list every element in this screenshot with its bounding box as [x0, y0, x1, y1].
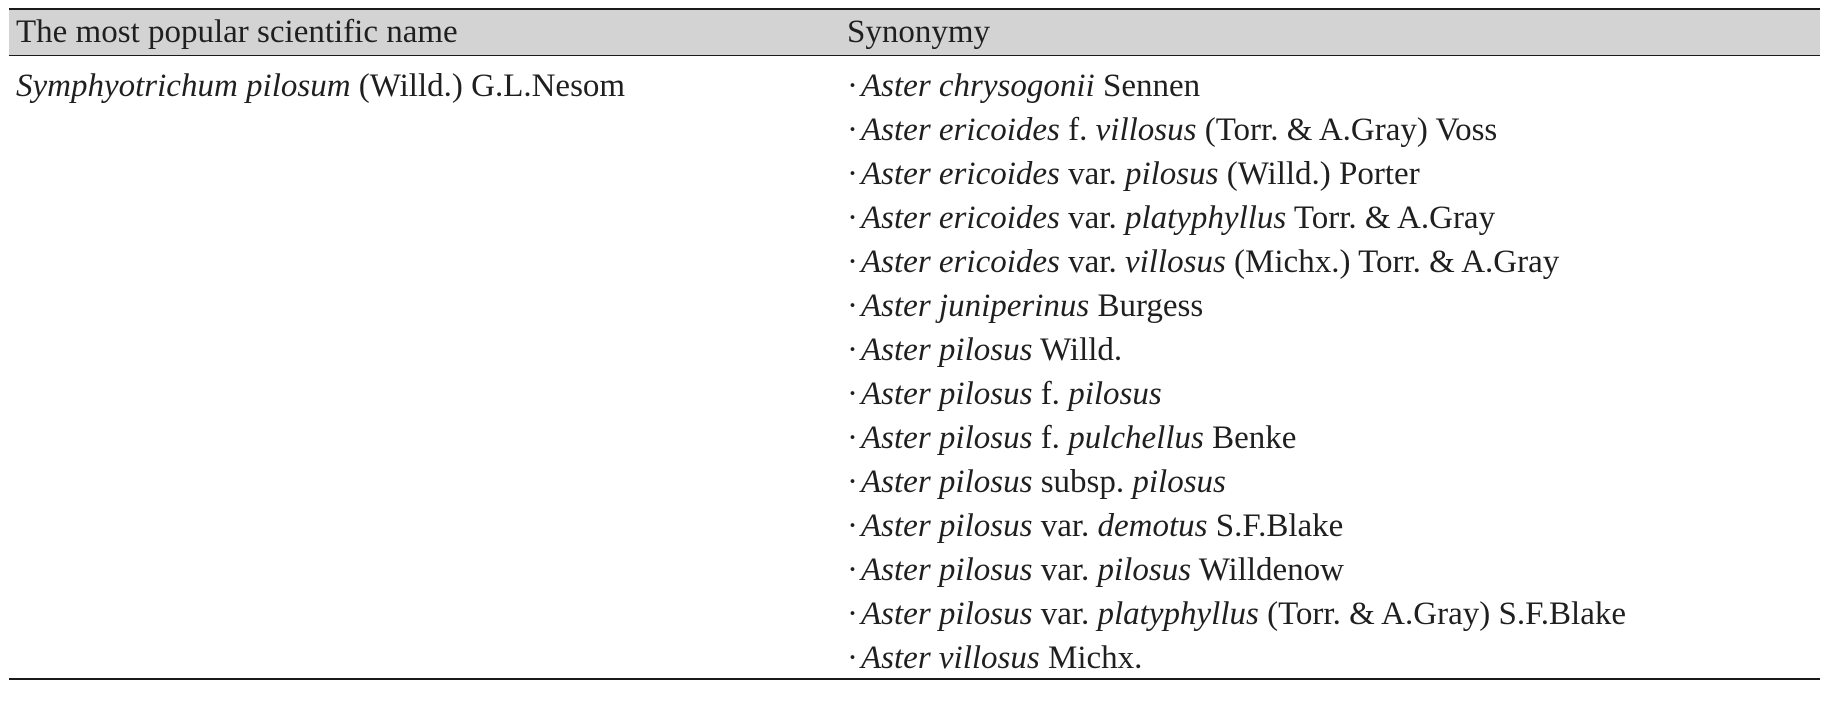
synonym-infraspecific: platyphyllus	[1124, 200, 1287, 236]
bullet-mark: ·	[847, 288, 858, 324]
synonym-taxon: Aster pilosus	[861, 420, 1033, 456]
synonym-item	[847, 240, 1626, 284]
bullet-mark: ·	[847, 508, 858, 544]
synonym-list	[847, 64, 1626, 680]
synonym-item	[847, 416, 1626, 460]
synonym-item	[847, 592, 1626, 636]
bullet-mark: ·	[847, 640, 858, 676]
bottom-rule	[9, 678, 1820, 680]
synonym-rank: f.	[1040, 420, 1060, 456]
synonym-item	[847, 152, 1626, 196]
synonym-infraspecific: pilosus	[1124, 156, 1219, 192]
table-header	[9, 10, 1820, 55]
synonym-item	[847, 196, 1626, 240]
synonym-item	[847, 284, 1626, 328]
synonym-taxon: Aster pilosus	[861, 596, 1033, 632]
synonym-infraspecific: pulchellus	[1068, 420, 1204, 456]
synonym-item	[847, 372, 1626, 416]
synonym-taxon: Aster villosus	[861, 640, 1040, 676]
bullet-mark: ·	[847, 156, 858, 192]
synonym-item	[847, 108, 1626, 152]
synonym-infraspecific: pilosus	[1068, 376, 1162, 412]
synonym-taxon: Aster chrysogonii	[861, 68, 1095, 104]
synonym-taxon: Aster pilosus	[861, 332, 1033, 368]
bullet-mark: ·	[847, 420, 858, 456]
bullet-mark: ·	[847, 376, 858, 412]
bullet-mark: ·	[847, 200, 858, 236]
bullet-mark: ·	[847, 68, 858, 104]
synonym-item	[847, 504, 1626, 548]
synonym-infraspecific: pilosus	[1132, 464, 1226, 500]
synonym-infraspecific: demotus	[1097, 508, 1208, 544]
synonym-authority: (Torr. & A.Gray) Voss	[1204, 112, 1498, 148]
synonym-infraspecific: platyphyllus	[1097, 596, 1259, 632]
synonym-taxon: Aster pilosus	[861, 552, 1033, 588]
synonym-item	[847, 636, 1626, 680]
synonym-taxon: Aster ericoides	[861, 112, 1060, 148]
bullet-mark: ·	[847, 112, 858, 148]
synonym-rank: f.	[1068, 112, 1088, 148]
bullet-mark: ·	[847, 552, 858, 588]
accepted-name-binomial: Symphyotrichum pilosum	[16, 68, 351, 104]
synonym-taxon: Aster ericoides	[861, 200, 1060, 236]
synonym-rank: var.	[1068, 200, 1117, 236]
bullet-mark: ·	[847, 244, 858, 280]
synonym-taxon: Aster ericoides	[861, 156, 1060, 192]
accepted-name-cell	[16, 64, 625, 108]
synonym-authority: S.F.Blake	[1215, 508, 1344, 544]
synonym-rank: var.	[1040, 596, 1090, 632]
synonym-rank: f.	[1040, 376, 1060, 412]
synonym-taxon: Aster ericoides	[861, 244, 1060, 280]
bullet-mark: ·	[847, 596, 858, 632]
synonym-authority: Burgess	[1097, 288, 1204, 324]
header-scientific-name: The most popular scientific name	[16, 14, 458, 50]
bullet-mark: ·	[847, 464, 858, 500]
synonym-taxon: Aster juniperinus	[861, 288, 1090, 324]
synonym-authority: Willd.	[1040, 332, 1123, 368]
synonym-authority: Willdenow	[1198, 552, 1345, 588]
synonym-infraspecific: pilosus	[1097, 552, 1192, 588]
synonym-authority: Torr. & A.Gray	[1293, 200, 1496, 236]
synonym-item	[847, 548, 1626, 592]
synonym-rank: var.	[1068, 244, 1117, 280]
synonym-authority: (Torr. & A.Gray) S.F.Blake	[1267, 596, 1627, 632]
synonym-infraspecific: villosus	[1124, 244, 1226, 280]
accepted-name-authority: (Willd.) G.L.Nesom	[358, 68, 626, 104]
synonym-item	[847, 460, 1626, 504]
synonym-item	[847, 64, 1626, 108]
synonym-taxon: Aster pilosus	[861, 508, 1033, 544]
synonym-authority: (Michx.) Torr. & A.Gray	[1234, 244, 1560, 280]
bullet-mark: ·	[847, 332, 858, 368]
synonym-authority: (Willd.) Porter	[1226, 156, 1420, 192]
header-rule	[9, 55, 1820, 56]
synonym-rank: var.	[1068, 156, 1117, 192]
synonym-item	[847, 328, 1626, 372]
synonym-taxon: Aster pilosus	[861, 376, 1033, 412]
synonym-rank: subsp.	[1040, 464, 1125, 500]
synonym-authority: Benke	[1212, 420, 1297, 456]
synonym-authority: Michx.	[1048, 640, 1143, 676]
synonym-infraspecific: villosus	[1095, 112, 1197, 148]
header-synonymy: Synonymy	[847, 14, 991, 50]
synonym-taxon: Aster pilosus	[861, 464, 1033, 500]
synonym-rank: var.	[1040, 552, 1090, 588]
synonym-rank: var.	[1040, 508, 1090, 544]
synonym-authority: Sennen	[1102, 68, 1201, 104]
